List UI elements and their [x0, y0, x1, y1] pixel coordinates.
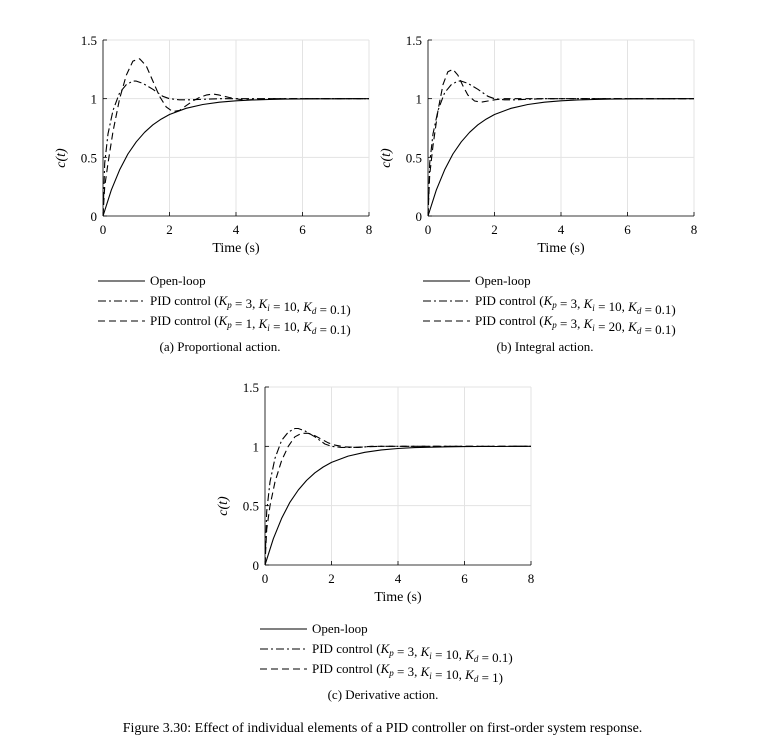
x-tick-label: 6: [461, 571, 468, 586]
y-tick-label: 1: [252, 439, 259, 455]
subfigure-caption: (a) Proportional action.: [159, 339, 281, 354]
x-tick-label: 4: [557, 222, 565, 237]
x-tick-label: 0: [99, 222, 107, 237]
y-tick-label: 0.5: [242, 498, 259, 514]
y-tick-label: 1: [90, 91, 97, 107]
y-tick-label: 1.5: [242, 380, 259, 395]
y-tick-label: 1: [415, 91, 422, 107]
legend-label: PID control ($K_p = 3$, $K_i = 10$, $K_d = 0.1$): [312, 641, 513, 665]
x-tick-label: 4: [232, 222, 240, 237]
x-tick-label: 6: [299, 222, 306, 237]
legend-label: Open-loop: [150, 273, 206, 288]
y-tick-label: 1.5: [80, 33, 97, 48]
y-tick-label: 0.5: [405, 150, 422, 166]
x-tick-label: 6: [624, 222, 631, 237]
chart-panel-b: [379, 33, 697, 354]
x-tick-label: 8: [365, 222, 373, 237]
x-axis-label: Time (s): [537, 241, 585, 256]
y-tick-label: 0: [252, 558, 259, 573]
x-axis-label: Time (s): [374, 590, 422, 605]
y-tick-label: 1.5: [405, 33, 422, 48]
x-axis-label: Time (s): [212, 241, 260, 256]
x-tick-label: 2: [166, 222, 173, 237]
legend-label: PID control ($K_p = 3$, $K_i = 20$, $K_d = 0.1$): [475, 313, 676, 337]
legend-label: PID control ($K_p = 3$, $K_i = 10$, $K_d = 0.1$): [150, 293, 351, 317]
legend-label: Open-loop: [312, 621, 368, 636]
y-tick-label: 0: [415, 209, 422, 224]
x-tick-label: 4: [394, 571, 402, 586]
y-tick-label: 0: [90, 209, 97, 224]
chart-panel-c: [216, 380, 534, 702]
y-axis-label: c(t): [54, 148, 69, 168]
subfigure-caption: (c) Derivative action.: [327, 687, 439, 702]
legend-label: Open-loop: [475, 273, 531, 288]
x-tick-label: 0: [424, 222, 432, 237]
y-axis-label: c(t): [379, 148, 394, 168]
subfigure-caption: (b) Integral action.: [496, 339, 594, 354]
y-tick-label: 0.5: [80, 150, 97, 166]
x-tick-label: 2: [328, 571, 335, 586]
legend-label: PID control ($K_p = 3$, $K_i = 10$, $K_d = 1$): [312, 661, 503, 685]
legend-label: PID control ($K_p = 1$, $K_i = 10$, $K_d = 0.1$): [150, 313, 351, 337]
x-tick-label: 8: [527, 571, 535, 586]
legend-label: PID control ($K_p = 3$, $K_i = 10$, $K_d = 0.1$): [475, 293, 676, 317]
figure-caption: Figure 3.30: Effect of individual elements of a PID controller on first-order system response.: [122, 721, 643, 736]
chart-panel-a: [54, 33, 372, 354]
x-tick-label: 2: [491, 222, 498, 237]
x-tick-label: 0: [261, 571, 269, 586]
y-axis-label: c(t): [216, 496, 231, 516]
x-tick-label: 8: [690, 222, 698, 237]
